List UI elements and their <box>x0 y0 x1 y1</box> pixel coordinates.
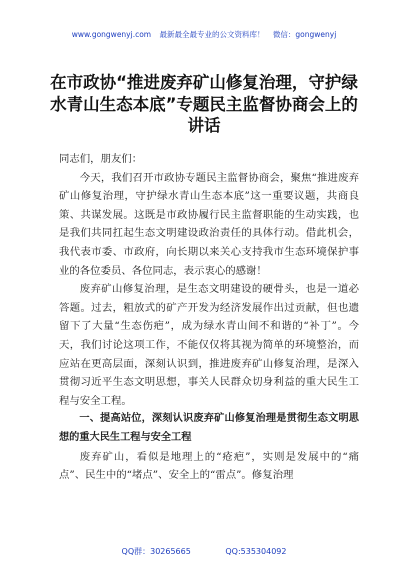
paragraph-intro: 今天，我们召开市政协专题民主监督协商会，聚焦“推进废弃矿山修复治理，守护绿水青山生态本底”这一重要议题，共商良策、共谋发展。这既是市政协履行民主监督职能的生动实践，也是我们共同扛起生态文明建设政治责任的具体行动。借此机会，我代表市委、市政府，向长期以来关心支持我市生态环境保护事业的各位委员、各位同志，表示衷心的感谢！ <box>59 171 359 277</box>
paragraph-background: 废弃矿山修复治理，是生态文明建设的硬骨头，也是一道必答题。过去，粗放式的矿产开发为经济发展作出过贡献，但也遗留下了大量“生态伤疤”，成为绿水青山间不和谐的“补丁”。今天，我们讨论这项工作，不能仅仅将其视为简单的环境整治，而应站在更高层面，深刻认识到，推进废弃矿山修复治理，是深入贯彻习近平生态文明思想，事关人民群众切身利益的重大民生工程与安全工程。 <box>59 283 359 407</box>
footer-qq-group: QQ群：30265665 <box>121 547 191 556</box>
footer-qq: QQ:535304092 <box>225 547 287 556</box>
header-site-link[interactable]: www.gongwenyj.com <box>71 30 152 39</box>
paragraph-section-1: 废弃矿山，看似是地理上的“疮疤”，实则是发展中的“痛点”、民生中的“堵点”、安全上的“雷点”。修复治理 <box>59 450 359 482</box>
document-title: 在市政协“推进废弃矿山修复治理，守护绿水青山生态本底”专题民主监督协商会上的讲话 <box>50 73 358 135</box>
page-footer <box>0 546 408 557</box>
header-wechat: 微信：gongwenyj <box>272 30 337 39</box>
page-header <box>0 29 408 40</box>
document-body <box>59 150 359 485</box>
salutation: 同志们，朋友们： <box>59 153 143 165</box>
header-slogan: 最新最全最专业的公文资料库！ <box>159 30 265 39</box>
section-heading-1: 一、提高站位，深刻认识废弃矿山修复治理是贯彻生态文明思想的重大民生工程与安全工程 <box>59 413 359 443</box>
